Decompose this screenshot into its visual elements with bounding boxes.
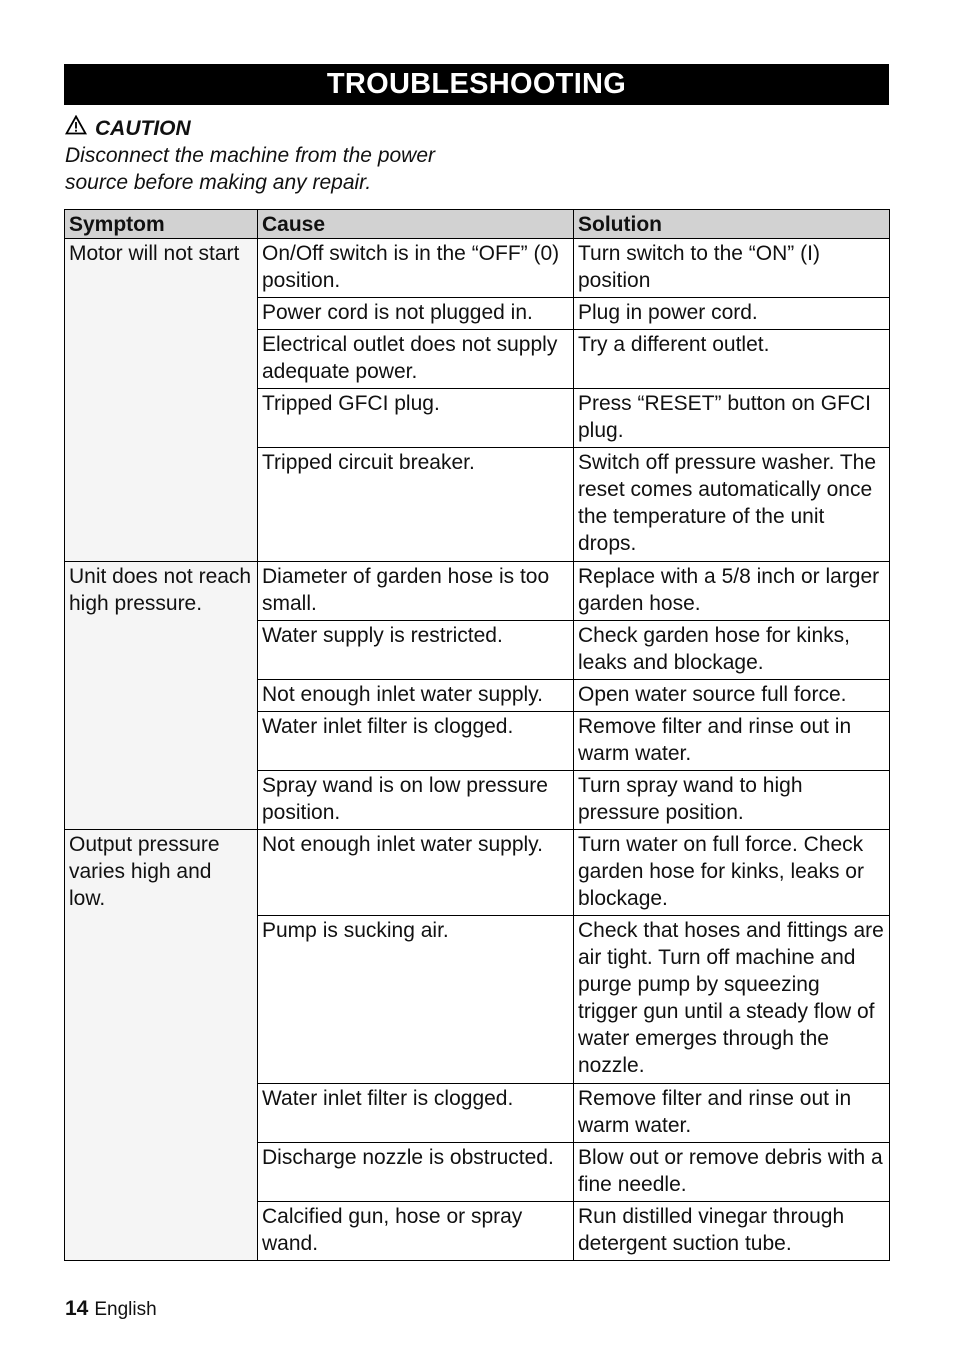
header-cause: Cause [258, 210, 574, 239]
solution-cell: Replace with a 5/8 inch or larger garden hose. [574, 562, 890, 621]
solution-cell: Check garden hose for kinks, leaks and blockage. [574, 621, 890, 680]
solution-cell: Press “RESET” button on GFCI plug. [574, 389, 890, 448]
solution-cell: Turn spray wand to high pressure position. [574, 771, 890, 830]
cause-cell: Water supply is restricted. [258, 621, 574, 680]
cause-cell: Power cord is not plugged in. [258, 298, 574, 330]
cause-cell: Calcified gun, hose or spray wand. [258, 1202, 574, 1261]
solution-cell: Check that hoses and fittings are air tight. Turn off machine and purge pump by squeezing trigger gun until a steady flow of water emerges through the nozzle. [574, 916, 890, 1084]
table-row [65, 562, 890, 621]
caution-notice [65, 115, 525, 196]
cause-cell: Tripped GFCI plug. [258, 389, 574, 448]
header-solution: Solution [574, 210, 890, 239]
cause-cell: On/Off switch is in the “OFF” (0) position. [258, 239, 574, 298]
solution-cell: Remove filter and rinse out in warm water. [574, 1084, 890, 1143]
table-row [65, 239, 890, 298]
page-footer [65, 1297, 157, 1321]
cause-cell: Spray wand is on low pressure position. [258, 771, 574, 830]
solution-cell: Blow out or remove debris with a fine needle. [574, 1143, 890, 1202]
cause-cell: Not enough inlet water supply. [258, 830, 574, 916]
symptom-cell: Unit does not reach high pressure. [65, 562, 258, 830]
caution-text-line-1: Disconnect the machine from the power [65, 144, 436, 167]
symptom-cell: Motor will not start [65, 239, 258, 562]
solution-cell: Try a different outlet. [574, 330, 890, 389]
cause-cell: Discharge nozzle is obstructed. [258, 1143, 574, 1202]
caution-text-line-2: source before making any repair. [65, 171, 372, 194]
table-row [65, 830, 890, 916]
solution-cell: Open water source full force. [574, 680, 890, 712]
footer-language: English [94, 1299, 157, 1320]
solution-cell: Run distilled vinegar through detergent suction tube. [574, 1202, 890, 1261]
cause-cell: Pump is sucking air. [258, 916, 574, 1084]
solution-cell: Switch off pressure washer. The reset comes automatically once the temperature of the unit drops. [574, 448, 890, 562]
table-header-row [65, 210, 890, 239]
header-symptom: Symptom [65, 210, 258, 239]
solution-cell: Plug in power cord. [574, 298, 890, 330]
cause-cell: Not enough inlet water supply. [258, 680, 574, 712]
cause-cell: Water inlet filter is clogged. [258, 1084, 574, 1143]
page-number: 14 [65, 1297, 89, 1320]
cause-cell: Water inlet filter is clogged. [258, 712, 574, 771]
caution-heading [65, 115, 525, 142]
caution-label: CAUTION [95, 117, 191, 140]
page-title: TROUBLESHOOTING [64, 64, 889, 105]
troubleshooting-table [64, 209, 890, 1261]
cause-cell: Tripped circuit breaker. [258, 448, 574, 562]
cause-cell: Diameter of garden hose is too small. [258, 562, 574, 621]
solution-cell: Turn switch to the “ON” (I) position [574, 239, 890, 298]
warning-triangle-icon [65, 115, 95, 142]
solution-cell: Remove filter and rinse out in warm water. [574, 712, 890, 771]
cause-cell: Electrical outlet does not supply adequate power. [258, 330, 574, 389]
symptom-cell: Output pressure varies high and low. [65, 830, 258, 1261]
solution-cell: Turn water on full force. Check garden hose for kinks, leaks or blockage. [574, 830, 890, 916]
